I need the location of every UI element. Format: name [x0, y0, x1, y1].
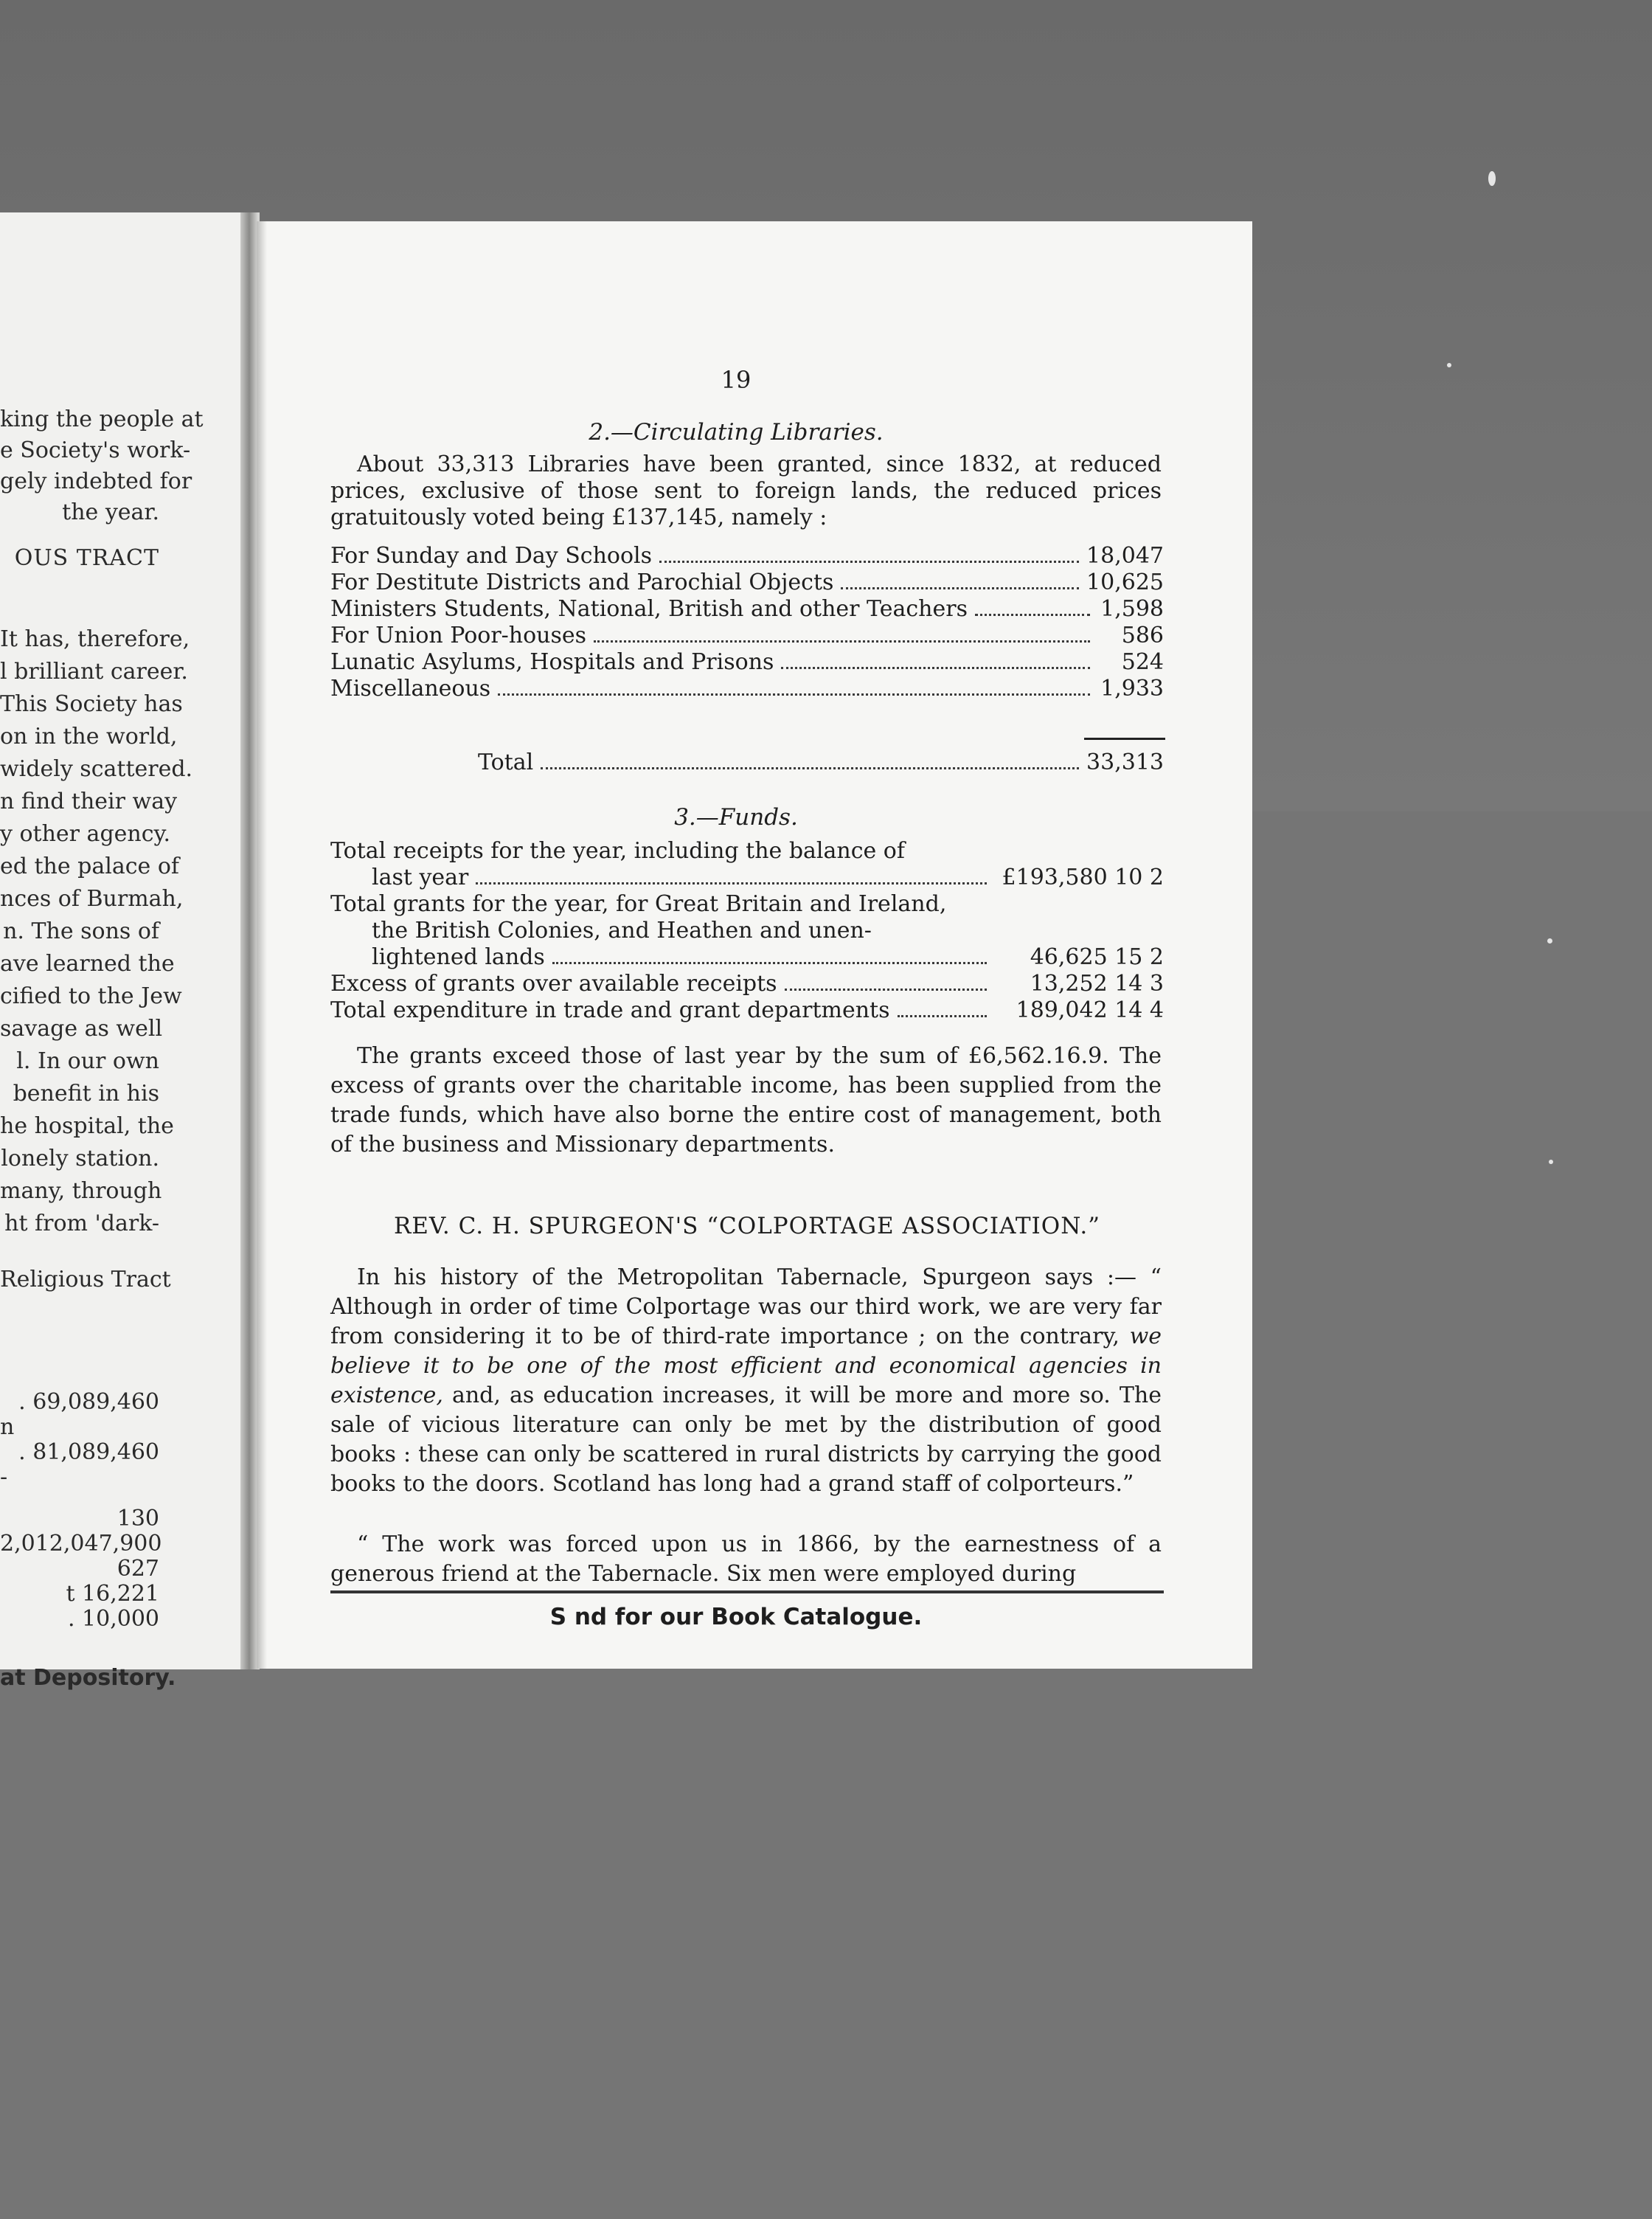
- left-text-line: ht from 'dark-: [4, 1211, 159, 1236]
- left-footer: at Depository.: [0, 1665, 176, 1691]
- left-text-line: on in the world,: [0, 724, 178, 750]
- funds-value: 46,625 15 2: [1030, 944, 1164, 970]
- funds-label: lightened lands: [372, 944, 545, 970]
- funds-row: [330, 971, 1164, 997]
- dust-speck: [1549, 1160, 1553, 1164]
- leader-dots: [552, 962, 987, 964]
- left-text-line: It has, therefore,: [0, 626, 190, 652]
- left-text-line: gely indebted for: [0, 468, 192, 494]
- library-label: For Sunday and Day Schools: [330, 543, 653, 569]
- left-text-line: benefit in his: [13, 1081, 159, 1107]
- funds-value: 13,252 14 3: [1030, 971, 1164, 997]
- dust-speck: [1488, 171, 1496, 186]
- left-text-line: . 69,089,460: [18, 1389, 159, 1415]
- library-label: Ministers Students, National, British and other Teachers: [330, 596, 968, 622]
- colportage-p1-text-cont: and, as education increases, it will be more and more so. The sale of vicious literature can only be met by the distribution of good books : these can only be scattered in rural districts by carrying the good books to the doors. Scotland has long had a grand staff of colporteurs.”: [330, 1382, 1162, 1497]
- left-text-line: widely scattered.: [0, 756, 193, 782]
- footer-catalogue: S nd for our Book Catalogue.: [549, 1604, 923, 1630]
- leader-dots: [785, 989, 987, 991]
- colportage-p1-text: In his history of the Metropolitan Tabernacle, Spurgeon says :— “ Although in order of time Colportage was our third work, we are very far from considering it to be of third-rate importance ; on the contrary,: [330, 1264, 1162, 1349]
- library-row: [330, 649, 1164, 676]
- colportage-p2-text: “ The work was forced upon us in 1866, by the earnestness of a generous friend at the Tabernacle. Six men were employed during: [330, 1531, 1162, 1587]
- libraries-intro: [330, 451, 1162, 531]
- left-text-line: t 16,221: [66, 1581, 159, 1607]
- left-text-line: the year.: [62, 499, 159, 525]
- funds-label: Total expenditure in trade and grant departments: [330, 997, 890, 1023]
- left-text-line: king the people at: [0, 406, 204, 432]
- left-text-line: 130: [117, 1506, 159, 1531]
- left-text-line: 627: [117, 1556, 159, 1582]
- funds-row: [372, 918, 1164, 944]
- total-label: Total: [478, 750, 534, 775]
- left-text-line: -: [0, 1464, 8, 1490]
- left-text-line: 2,012,047,900: [0, 1531, 162, 1557]
- book-gutter: [240, 212, 258, 1669]
- left-text-line: cified to the Jew: [0, 983, 182, 1009]
- funds-row: [330, 997, 1164, 1024]
- left-text-line: he hospital, the: [0, 1113, 174, 1139]
- funds-note-text: The grants exceed those of last year by the sum of £6,562.16.9. The excess of grants over the charitable income, has been supplied from the trade funds, which have also borne the entire cost of management, both of the business and Missionary departments.: [330, 1043, 1162, 1157]
- left-text-line: ed the palace of: [0, 854, 179, 879]
- colportage-p1-italic: we believe it to be one of the most efficient and economical agencies in existence,: [330, 1323, 1162, 1408]
- library-label: For Destitute Districts and Parochial Objects: [330, 570, 834, 595]
- footer-rule: [330, 1590, 1164, 1593]
- leader-dots: [498, 693, 1090, 696]
- leader-dots: [659, 561, 1079, 563]
- leader-dots: [975, 614, 1090, 616]
- total-value: 33,313: [1086, 750, 1164, 775]
- library-label: For Union Poor-houses: [330, 623, 587, 648]
- library-value: 1,598: [1100, 596, 1164, 622]
- section-title-libraries: 2.—Circulating Libraries.: [589, 419, 884, 446]
- left-text-line: lonely station.: [1, 1146, 159, 1171]
- section-title-funds: 3.—Funds.: [674, 804, 798, 831]
- leader-dots: [594, 640, 1090, 643]
- left-text-line: Religious Tract: [0, 1267, 171, 1292]
- library-label: Miscellaneous: [330, 676, 491, 702]
- sum-rule: [1084, 738, 1165, 740]
- left-text-line: many, through: [0, 1178, 162, 1204]
- left-text-line: nces of Burmah,: [0, 886, 184, 912]
- funds-row: [330, 838, 1164, 865]
- leader-dots: [898, 1015, 987, 1017]
- colportage-heading: REV. C. H. SPURGEON'S “COLPORTAGE ASSOCIATION.”: [393, 1213, 1101, 1239]
- library-label: Lunatic Asylums, Hospitals and Prisons: [330, 649, 774, 675]
- leader-dots: [476, 882, 987, 885]
- library-row: [330, 570, 1164, 596]
- library-value: 524: [1121, 649, 1164, 675]
- right-page: [257, 221, 1252, 1669]
- left-text-line: This Society has: [0, 691, 183, 717]
- funds-label: the British Colonies, and Heathen and unen-: [372, 918, 872, 944]
- left-text-line: y other agency.: [0, 821, 171, 847]
- library-value: 586: [1121, 623, 1164, 648]
- library-row: [330, 596, 1164, 623]
- funds-label: Excess of grants over available receipts: [330, 971, 777, 997]
- left-text-line: n find their way: [0, 789, 178, 814]
- library-value: 1,933: [1100, 676, 1164, 702]
- left-text-line: e Society's work-: [0, 437, 191, 463]
- libraries-intro-text: About 33,313 Libraries have been granted, since 1832, at reduced prices, exclusive of those sent to foreign lands, the reduced prices gratuitously voted being £137,145, namely :: [330, 451, 1162, 530]
- funds-value: £193,580 10 2: [1002, 865, 1164, 890]
- funds-label: Total grants for the year, for Great Britain and Ireland,: [330, 891, 947, 917]
- left-heading: OUS TRACT: [14, 545, 159, 571]
- library-total-row: [478, 750, 1164, 776]
- page-number: 19: [721, 366, 752, 394]
- funds-note: [330, 1042, 1162, 1160]
- funds-value: 189,042 14 4: [1016, 997, 1164, 1023]
- leader-dots: [841, 587, 1079, 589]
- left-text-line: n. The sons of: [3, 918, 159, 944]
- colportage-paragraph-1: [330, 1263, 1162, 1499]
- left-text-line: . 10,000: [67, 1606, 159, 1632]
- left-text-line: savage as well: [0, 1016, 163, 1042]
- funds-row: [330, 891, 1164, 918]
- library-value: 10,625: [1086, 570, 1164, 595]
- library-row: [330, 676, 1164, 702]
- colportage-paragraph-2: [330, 1530, 1162, 1589]
- left-text-line: n: [0, 1414, 15, 1440]
- funds-label: last year: [372, 865, 469, 890]
- left-text-line: l brilliant career.: [0, 659, 188, 685]
- left-text-line: . 81,089,460: [18, 1439, 159, 1465]
- funds-label: Total receipts for the year, including the balance of: [330, 838, 905, 864]
- funds-row: [372, 865, 1164, 891]
- left-page: [0, 212, 260, 1691]
- library-value: 18,047: [1086, 543, 1164, 569]
- library-row: [330, 623, 1164, 649]
- left-text-line: ave learned the: [0, 951, 175, 977]
- left-text-line: l. In our own: [16, 1048, 159, 1074]
- library-row: [330, 543, 1164, 570]
- leader-dots: [781, 667, 1090, 669]
- leader-dots: [541, 767, 1079, 769]
- dust-speck: [1547, 938, 1552, 944]
- funds-row: [372, 944, 1164, 971]
- dust-speck: [1447, 363, 1451, 367]
